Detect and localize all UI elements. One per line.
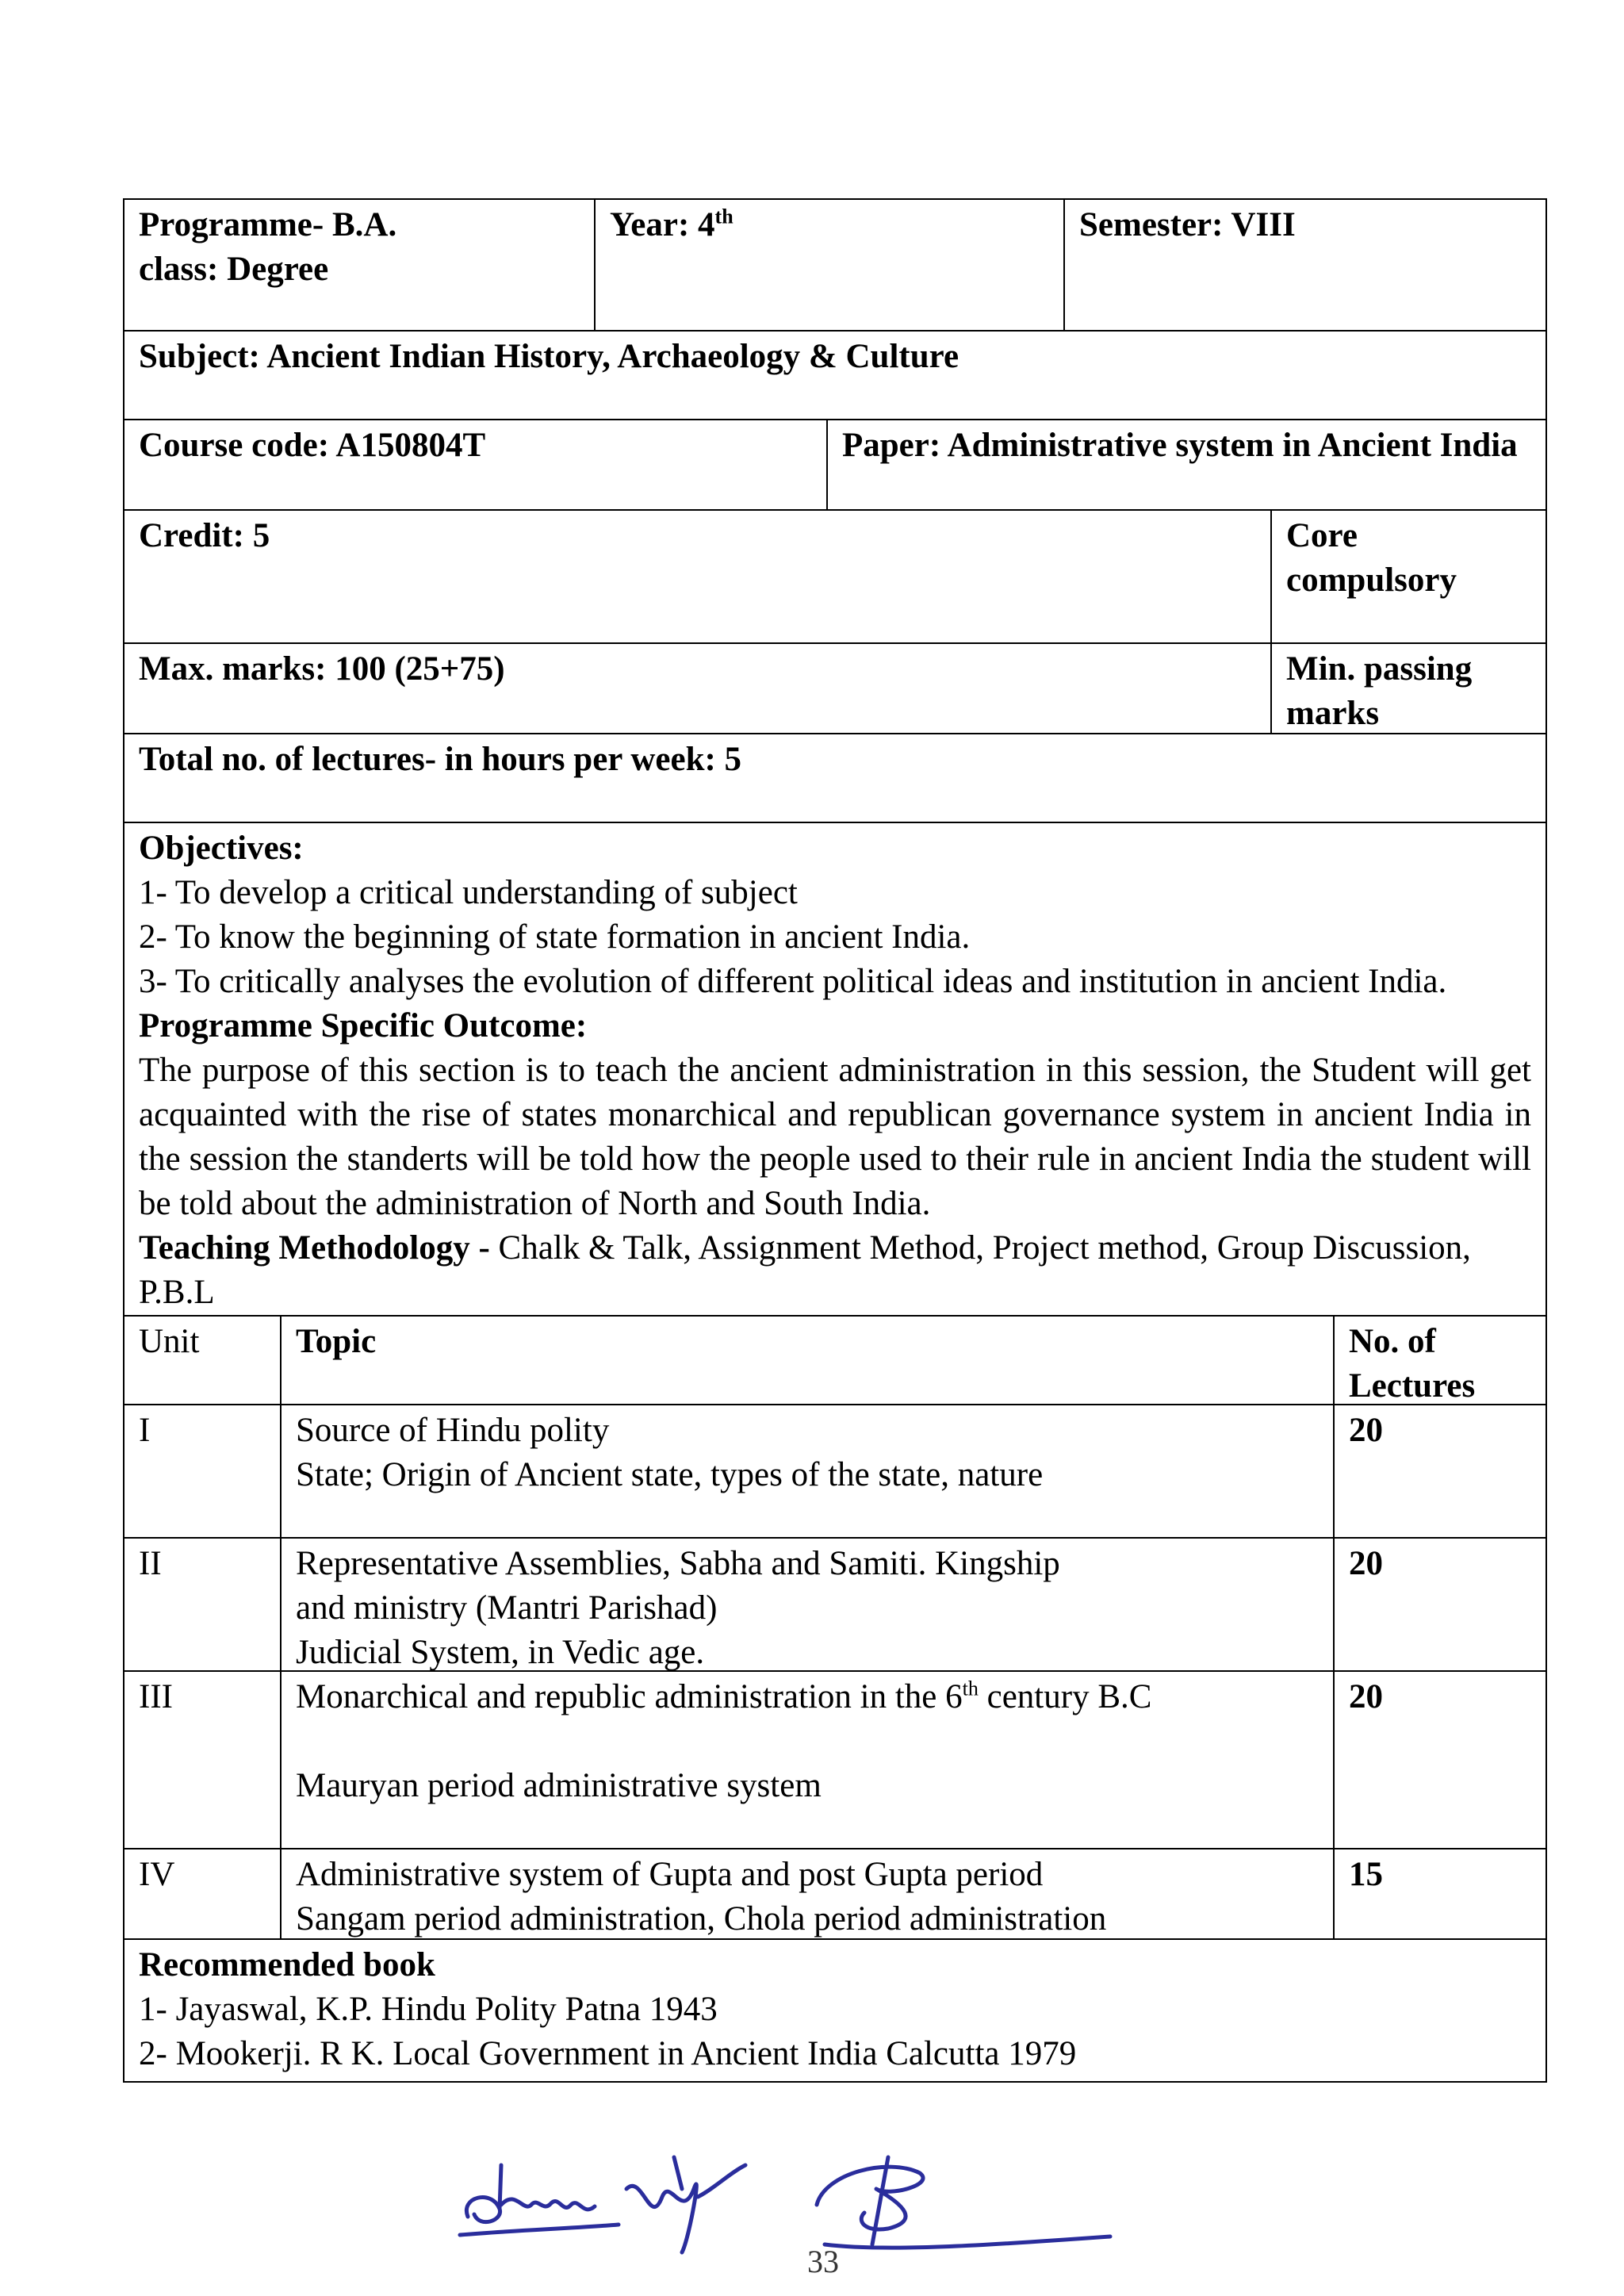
topic-line: Source of Hindu polity [296, 1412, 610, 1449]
unit-number: II [139, 1545, 162, 1582]
signature-1 [460, 2165, 619, 2235]
topic-line [296, 1675, 1319, 1719]
page-number: 33 [807, 2244, 839, 2279]
topic-sup: th [962, 1677, 979, 1700]
unit-topic [280, 1539, 1333, 1670]
unit-lectures: 20 [1333, 1405, 1545, 1537]
table-row [124, 1672, 1545, 1849]
credit-row [123, 511, 1547, 644]
lectures-row [123, 734, 1547, 823]
table-row [124, 1539, 1545, 1672]
books-cell [124, 1940, 1545, 2081]
subject-row [123, 332, 1547, 420]
marks-row [123, 644, 1547, 734]
objective-item: 3- To critically analyses the evolution of different political ideas and institution in ancient India. [139, 963, 1447, 1000]
topic-line: State; Origin of Ancient state, types of the state, nature [296, 1456, 1044, 1493]
topic-spacer [296, 1719, 1319, 1764]
unit-lectures: 20 [1333, 1539, 1545, 1670]
methodology [139, 1226, 1531, 1315]
year-sup: th [714, 205, 733, 228]
unit-topic [280, 1849, 1333, 1938]
books-heading: Recommended book [139, 1946, 435, 1984]
book-item: 2- Mookerji. R K. Local Government in Ancient India Calcutta 1979 [139, 2035, 1077, 2072]
topic-part: Monarchical and republic administration in the 6 [296, 1678, 963, 1715]
topic-line: Administrative system of Gupta and post Gupta period [296, 1856, 1044, 1893]
methodology-label: Teaching Methodology - [139, 1229, 490, 1267]
core-label: Core compulsory [1270, 511, 1545, 642]
unit-topic [280, 1672, 1333, 1848]
objective-item: 1- To develop a critical understanding of subject [139, 874, 798, 911]
topic-line: Mauryan period administrative system [296, 1767, 822, 1804]
subject-label: Subject: Ancient Indian History, Archaeology & Culture [139, 338, 959, 375]
unit-topic [280, 1405, 1333, 1537]
units-header-row [124, 1317, 1545, 1405]
unit-header: Unit [139, 1323, 200, 1360]
topic-header: Topic [280, 1317, 1333, 1404]
signature-3 [817, 2157, 1110, 2248]
unit-number: I [139, 1412, 151, 1449]
paper-title: Paper: Administrative system in Ancient India [826, 420, 1545, 509]
signature-2 [626, 2157, 745, 2252]
semester-label: Semester: VIII [1079, 206, 1296, 243]
syllabus-table [123, 198, 1547, 2083]
units-table [123, 1317, 1547, 1940]
credit-label: Credit: 5 [139, 517, 270, 554]
topic-line: Representative Assemblies, Sabha and Samiti. Kingship [296, 1545, 1060, 1582]
description-cell [124, 823, 1545, 1315]
unit-lectures: 15 [1333, 1849, 1545, 1938]
header-row [123, 198, 1547, 332]
outcome-text: The purpose of this section is to teach the ancient administration in this session, the Student will get acquainted with the rise of states monarchical and republican governance system in ancient India in the session the standerts will be told how the people used to their rule in ancient India the student will be told about the administration of North and South India. [139, 1052, 1531, 1222]
max-marks: Max. marks: 100 (25+75) [139, 650, 505, 688]
year-cell [594, 200, 1063, 330]
topic-line: and ministry (Mantri Parishad) [296, 1589, 718, 1627]
books-row [123, 1940, 1547, 2083]
year-label: Year: 4 [610, 206, 715, 243]
book-item: 1- Jayaswal, K.P. Hindu Polity Patna 1943 [139, 1991, 718, 2028]
topic-line: Judicial System, in Vedic age. [296, 1634, 705, 1671]
objectives-heading: Objectives: [139, 830, 304, 867]
table-row [124, 1405, 1545, 1539]
course-code: Course code: A150804T [139, 427, 486, 464]
topic-line: Sangam period administration, Chola period administration [296, 1900, 1107, 1938]
lectures-header: No. of Lectures [1333, 1317, 1545, 1404]
class-label: class: Degree [139, 251, 329, 288]
min-passing: Min. passing marks [1270, 644, 1545, 733]
total-lectures: Total no. of lectures- in hours per week: 5 [139, 741, 742, 778]
methodology-text: Chalk & Talk, Assignment Method, Project method, Group Discussion, P.B.L [139, 1229, 1471, 1311]
unit-lectures: 20 [1333, 1672, 1545, 1848]
programme-label: Programme- B.A. [139, 206, 397, 243]
objective-item: 2- To know the beginning of state formation in ancient India. [139, 918, 971, 956]
table-row [124, 1849, 1545, 1938]
description-row [123, 823, 1547, 1317]
semester-cell [1063, 200, 1545, 330]
outcome-heading: Programme Specific Outcome: [139, 1007, 588, 1045]
unit-number: III [139, 1678, 173, 1715]
programme-cell [124, 200, 594, 330]
topic-part: century B.C [978, 1678, 1152, 1715]
course-row [123, 420, 1547, 511]
unit-number: IV [139, 1856, 175, 1893]
